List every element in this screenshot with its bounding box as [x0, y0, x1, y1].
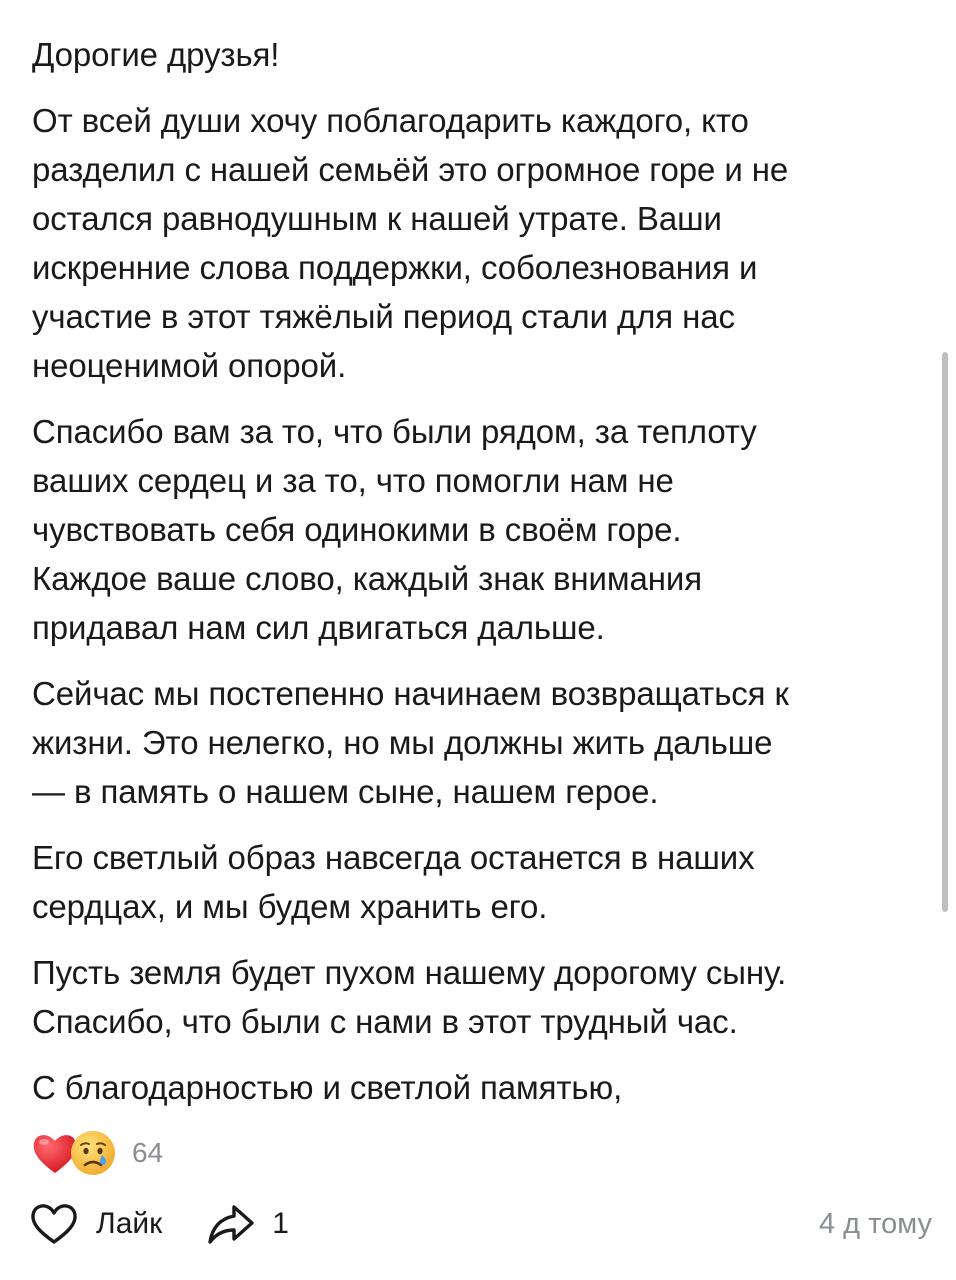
text-line: неоценимой опорой.	[32, 347, 347, 384]
text-line: Спасибо вам за то, что были рядом, за теплоту	[32, 413, 757, 450]
text-line: ваших сердец и за то, что помогли нам не	[32, 462, 674, 499]
text-line: чувствовать себя одинокими в своём горе.	[32, 511, 682, 548]
text-line: разделил с нашей семьёй это огромное горе и не	[32, 151, 789, 188]
paragraph-memory	[32, 833, 922, 931]
text-line: Каждое ваше слово, каждый знак внимания	[32, 560, 702, 597]
post-body	[32, 30, 922, 1129]
text-line: остался равнодушным к нашей утрате. Ваши	[32, 200, 722, 237]
text-line: — в память о нашем сыне, нашем герое.	[32, 773, 659, 810]
paragraph-thanks	[32, 96, 922, 390]
share-arrow-icon	[206, 1201, 256, 1247]
text-line: С благодарностью и светлой памятью,	[32, 1069, 623, 1106]
text-line: Дорогие друзья!	[32, 36, 280, 73]
share-count: 1	[272, 1207, 289, 1240]
text-line: жизни. Это нелегко, но мы должны жить дальше	[32, 724, 773, 761]
reactions-summary[interactable]	[30, 1128, 163, 1178]
heart-outline-icon	[28, 1201, 80, 1247]
paragraph-signoff	[32, 1063, 922, 1112]
text-line: Сейчас мы постепенно начинаем возвращаться к	[32, 675, 789, 712]
paragraph-farewell	[32, 948, 922, 1046]
text-line: Пусть земля будет пухом нашему дорогому сыну.	[32, 954, 787, 991]
post-actions-bar	[28, 1196, 932, 1252]
reactions-count: 64	[132, 1137, 164, 1168]
text-line: придавал нам сил двигаться дальше.	[32, 609, 605, 646]
paragraph-greeting	[32, 30, 922, 79]
text-line: сердцах, и мы будем хранить его.	[32, 888, 548, 925]
like-label: Лайк	[96, 1207, 163, 1240]
text-line: Его светлый образ навсегда останется в наших	[32, 839, 755, 876]
share-button[interactable]	[206, 1201, 289, 1247]
text-line: искренние слова поддержки, соболезнования и	[32, 249, 758, 286]
text-line: От всей души хочу поблагодарить каждого, кто	[32, 102, 749, 139]
post-timestamp[interactable]: 4 д тому	[818, 1207, 932, 1240]
paragraph-return	[32, 669, 922, 816]
text-line: участие в этот тяжёлый период стали для нас	[32, 298, 735, 335]
scrollbar-thumb[interactable]	[942, 352, 948, 912]
paragraph-gratitude	[32, 407, 922, 652]
text-line: Спасибо, что были с нами в этот трудный час.	[32, 1003, 738, 1040]
like-button[interactable]	[28, 1201, 162, 1247]
crying-face-emoji-icon	[68, 1128, 118, 1178]
